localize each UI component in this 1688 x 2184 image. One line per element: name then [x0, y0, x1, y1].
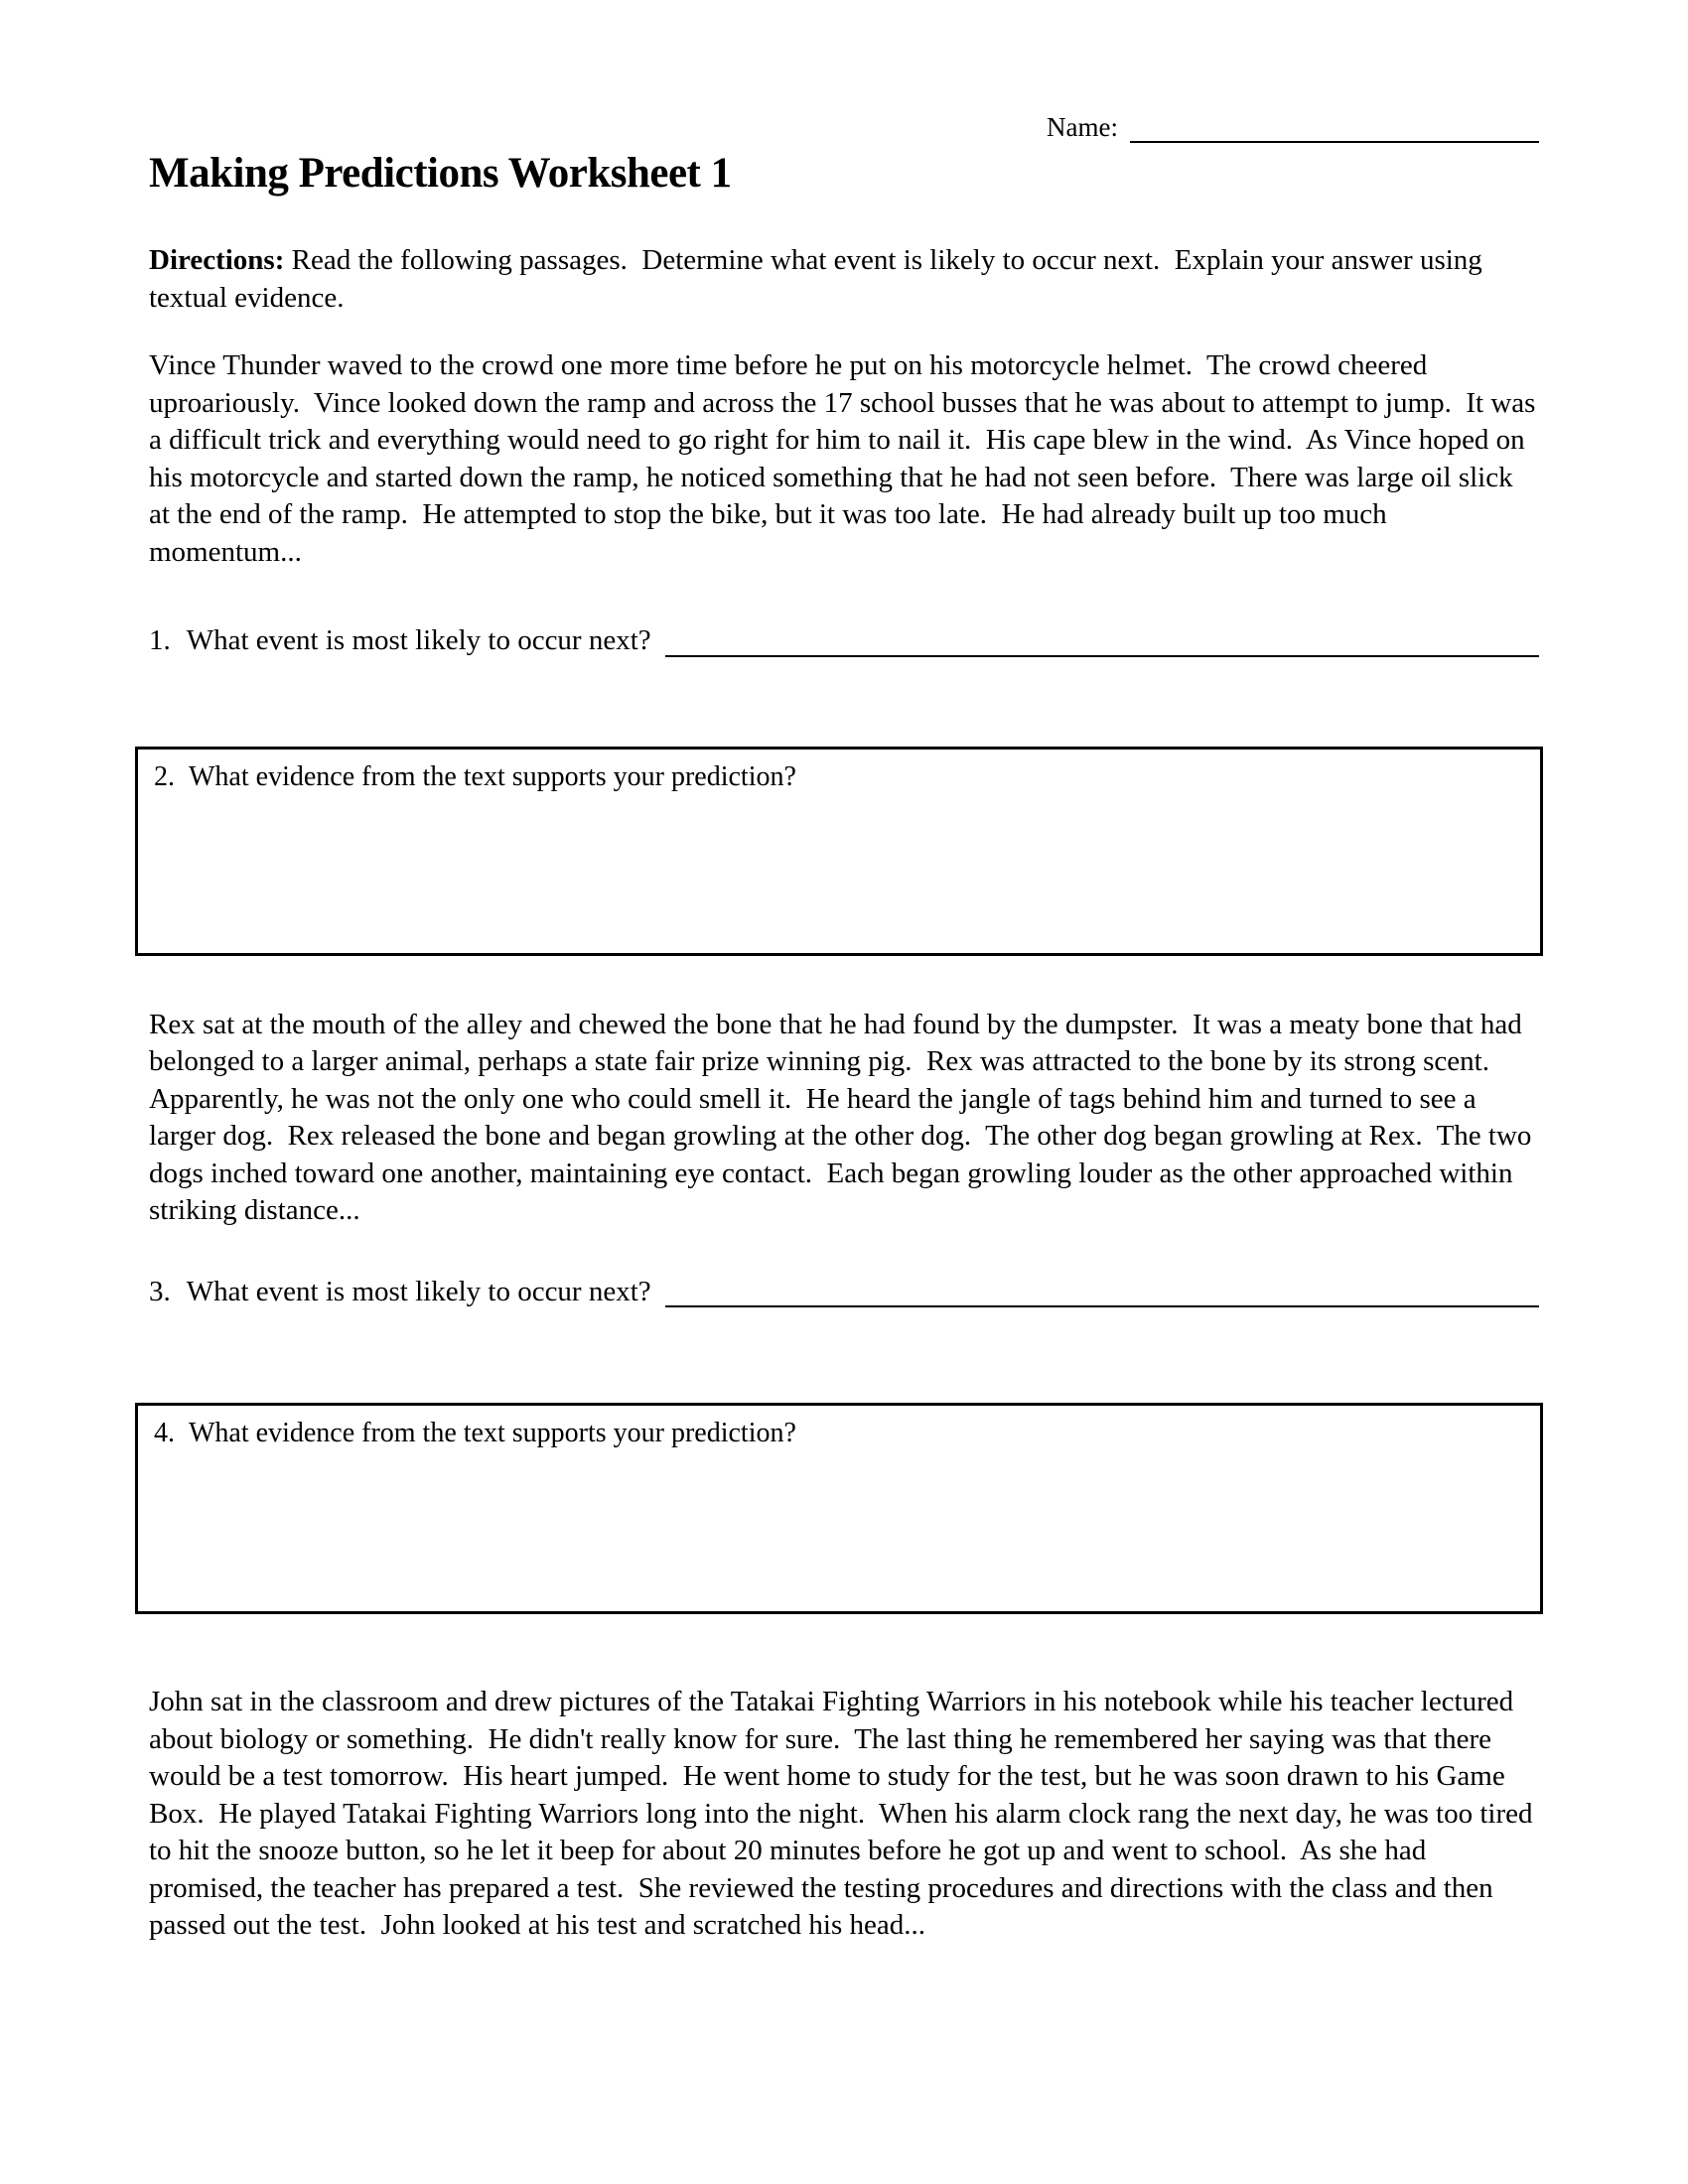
name-label: Name: [1047, 112, 1118, 142]
question-3-text: What event is most likely to occur next? [186, 1275, 651, 1307]
directions-text: Read the following passages. Determine what event is likely to occur next. Explain your answer using textual evidence. [149, 244, 1490, 314]
question-2 [154, 758, 1524, 796]
directions [149, 242, 1539, 317]
directions-label: Directions: [149, 244, 285, 276]
question-4-number: 4. [154, 1418, 175, 1448]
question-2-number: 2. [154, 760, 175, 792]
question-1-number: 1. [149, 624, 171, 656]
page-title: Making Predictions Worksheet 1 [149, 150, 732, 197]
passage-vince: Vince Thunder waved to the crowd one more time before he put on his motorcycle helmet. The crowd cheered uproariously. Vince looked down the ramp and across the 17 school busses that he was about to attempt to jump. It was a difficult trick and everything would need to go right for him to nail it. His cape blew in the wind. As Vince hoped on his motorcycle and started down the ramp, he noticed something that he had not seen before. There was large oil slick at the end of the ramp. He attempted to stop the bike, but it was too late. He had already built up too much momentum... [149, 349, 1543, 568]
question-3 [149, 1274, 1539, 1311]
question-3-number: 3. [149, 1275, 171, 1307]
answer-blank-1[interactable] [665, 622, 1539, 657]
question-2-text: What evidence from the text supports your prediction? [189, 760, 796, 792]
question-1 [149, 622, 1539, 660]
passage-rex: Rex sat at the mouth of the alley and chewed the bone that he had found by the dumpster. It was a meaty bone that had belonged to a larger animal, perhaps a state fair prize winning pig. Rex was attracted to the bone by its strong scent. Apparently, he was not the only one who could smell it. He heard the jangle of tags behind him and turned to see a larger dog. Rex released the bone and began growling at the other dog. The other dog began growling at Rex. The two dogs inched toward one another, maintaining eye contact. Each began growling louder as the other approached within striking distance... [149, 1008, 1539, 1226]
answer-box-4[interactable] [135, 1403, 1543, 1614]
answer-blank-3[interactable] [665, 1274, 1539, 1308]
question-4-text: What evidence from the text supports your prediction? [189, 1418, 796, 1448]
question-4 [154, 1415, 1524, 1452]
question-1-text: What event is most likely to occur next? [186, 624, 651, 656]
passage-john: John sat in the classroom and drew pictures of the Tatakai Fighting Warriors in his notebook while his teacher lectured about biology or something. He didn't really know for sure. The last thing he remembered her saying was that there would be a test tomorrow. His heart jumped. He went home to study for the test, but he was soon drawn to his Game Box. He played Tatakai Fighting Warriors long into the night. When his alarm clock rang the next day, he was too tired to hit the snooze button, so he let it beep for about 20 minutes before he got up and went to school. As she had promised, the teacher has prepared a test. She reviewed the testing procedures and directions with the class and then passed out the test. John looked at his test and scratched his head... [149, 1686, 1540, 1941]
answer-box-2[interactable] [135, 747, 1543, 956]
name-row [149, 0, 1539, 143]
name-blank[interactable] [1130, 113, 1539, 143]
